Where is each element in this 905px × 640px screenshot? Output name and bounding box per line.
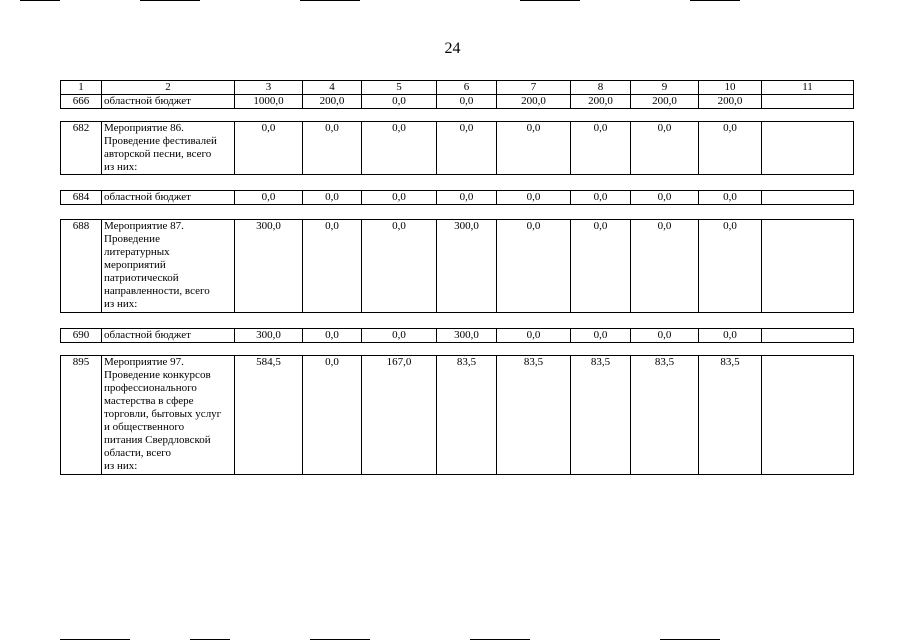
value-cell: 0,0 (631, 329, 699, 343)
row-name (102, 220, 235, 313)
column-number: 4 (303, 81, 362, 95)
name-line: из них: (104, 460, 138, 472)
value-cell: 83,5 (497, 356, 571, 475)
name-line: Мероприятие 87. (104, 220, 184, 232)
row-id: 895 (61, 356, 102, 475)
value-cell: 300,0 (235, 329, 303, 343)
scan-edge-line (20, 0, 60, 1)
budget-table-block (60, 355, 854, 475)
budget-table-block (60, 121, 854, 175)
column-number: 1 (61, 81, 102, 95)
name-line: Мероприятие 86. (104, 122, 184, 134)
row-id: 690 (61, 329, 102, 343)
value-cell: 200,0 (303, 95, 362, 109)
column-number: 7 (497, 81, 571, 95)
value-cell: 0,0 (571, 191, 631, 205)
scan-edge-line (690, 0, 740, 1)
scan-edge-line (140, 0, 200, 1)
value-cell: 0,0 (303, 356, 362, 475)
name-line: области, всего (104, 447, 172, 459)
value-cell: 0,0 (437, 95, 497, 109)
value-cell: 0,0 (235, 122, 303, 175)
name-line: питания Свердловской (104, 434, 211, 446)
scan-edge-line (300, 0, 360, 1)
row-name (102, 356, 235, 475)
value-cell: 83,5 (699, 356, 762, 475)
value-cell: 300,0 (437, 329, 497, 343)
value-cell: 0,0 (362, 191, 437, 205)
value-cell: 0,0 (437, 191, 497, 205)
row-id: 688 (61, 220, 102, 313)
value-cell (762, 95, 854, 109)
row-name: областной бюджет (102, 191, 235, 205)
value-cell: 0,0 (362, 220, 437, 313)
value-cell: 83,5 (437, 356, 497, 475)
value-cell: 0,0 (362, 329, 437, 343)
scan-edge-line (520, 0, 580, 1)
name-line: авторской песни, всего (104, 148, 212, 160)
name-line: мастерства в сфере (104, 395, 194, 407)
row-name: областной бюджет (102, 95, 235, 109)
table-row (61, 122, 854, 175)
value-cell: 0,0 (362, 95, 437, 109)
row-id: 666 (61, 95, 102, 109)
row-name: областной бюджет (102, 329, 235, 343)
value-cell: 300,0 (437, 220, 497, 313)
value-cell: 0,0 (362, 122, 437, 175)
table-row (61, 220, 854, 313)
row-id: 682 (61, 122, 102, 175)
name-line: Мероприятие 97. (104, 356, 184, 368)
value-cell: 200,0 (631, 95, 699, 109)
value-cell: 0,0 (497, 122, 571, 175)
column-number-row (61, 81, 854, 95)
value-cell (762, 191, 854, 205)
name-line: профессионального (104, 382, 197, 394)
name-line: литературных (104, 246, 170, 258)
value-cell: 200,0 (497, 95, 571, 109)
value-cell: 0,0 (497, 191, 571, 205)
value-cell: 0,0 (571, 329, 631, 343)
value-cell: 167,0 (362, 356, 437, 475)
name-line: из них: (104, 161, 138, 173)
table-row (61, 191, 854, 205)
budget-table-block (60, 219, 854, 313)
column-number: 10 (699, 81, 762, 95)
name-line: Проведение конкурсов (104, 369, 211, 381)
table-row (61, 329, 854, 343)
name-line: торговли, бытовых услуг (104, 408, 222, 420)
value-cell: 0,0 (631, 191, 699, 205)
value-cell: 0,0 (303, 329, 362, 343)
table-row (61, 356, 854, 475)
name-line: патриотической (104, 272, 179, 284)
name-line: мероприятий (104, 259, 166, 271)
column-number: 8 (571, 81, 631, 95)
value-cell: 0,0 (303, 220, 362, 313)
name-line: и общественного (104, 421, 185, 433)
value-cell: 0,0 (497, 329, 571, 343)
column-number: 3 (235, 81, 303, 95)
budget-table-header (60, 80, 854, 109)
value-cell: 0,0 (699, 220, 762, 313)
name-line: Проведение (104, 233, 160, 245)
column-number: 9 (631, 81, 699, 95)
name-line: Проведение фестивалей (104, 135, 217, 147)
name-line: направленности, всего (104, 285, 210, 297)
value-cell: 0,0 (303, 122, 362, 175)
value-cell: 0,0 (571, 220, 631, 313)
budget-table-block (60, 190, 854, 205)
value-cell: 0,0 (699, 122, 762, 175)
column-number: 11 (762, 81, 854, 95)
value-cell: 0,0 (699, 329, 762, 343)
column-number: 6 (437, 81, 497, 95)
value-cell (762, 329, 854, 343)
table-row (61, 95, 854, 109)
row-name (102, 122, 235, 175)
value-cell: 0,0 (699, 191, 762, 205)
value-cell: 584,5 (235, 356, 303, 475)
value-cell (762, 220, 854, 313)
column-number: 2 (102, 81, 235, 95)
value-cell: 0,0 (497, 220, 571, 313)
column-number: 5 (362, 81, 437, 95)
value-cell: 200,0 (699, 95, 762, 109)
value-cell: 0,0 (437, 122, 497, 175)
row-id: 684 (61, 191, 102, 205)
value-cell (762, 122, 854, 175)
value-cell: 0,0 (235, 191, 303, 205)
value-cell (762, 356, 854, 475)
value-cell: 83,5 (631, 356, 699, 475)
value-cell: 0,0 (303, 191, 362, 205)
value-cell: 0,0 (571, 122, 631, 175)
value-cell: 1000,0 (235, 95, 303, 109)
value-cell: 83,5 (571, 356, 631, 475)
value-cell: 0,0 (631, 122, 699, 175)
value-cell: 0,0 (631, 220, 699, 313)
value-cell: 200,0 (571, 95, 631, 109)
budget-table-block (60, 328, 854, 343)
page-number: 24 (444, 40, 461, 57)
name-line: из них: (104, 298, 138, 310)
value-cell: 300,0 (235, 220, 303, 313)
